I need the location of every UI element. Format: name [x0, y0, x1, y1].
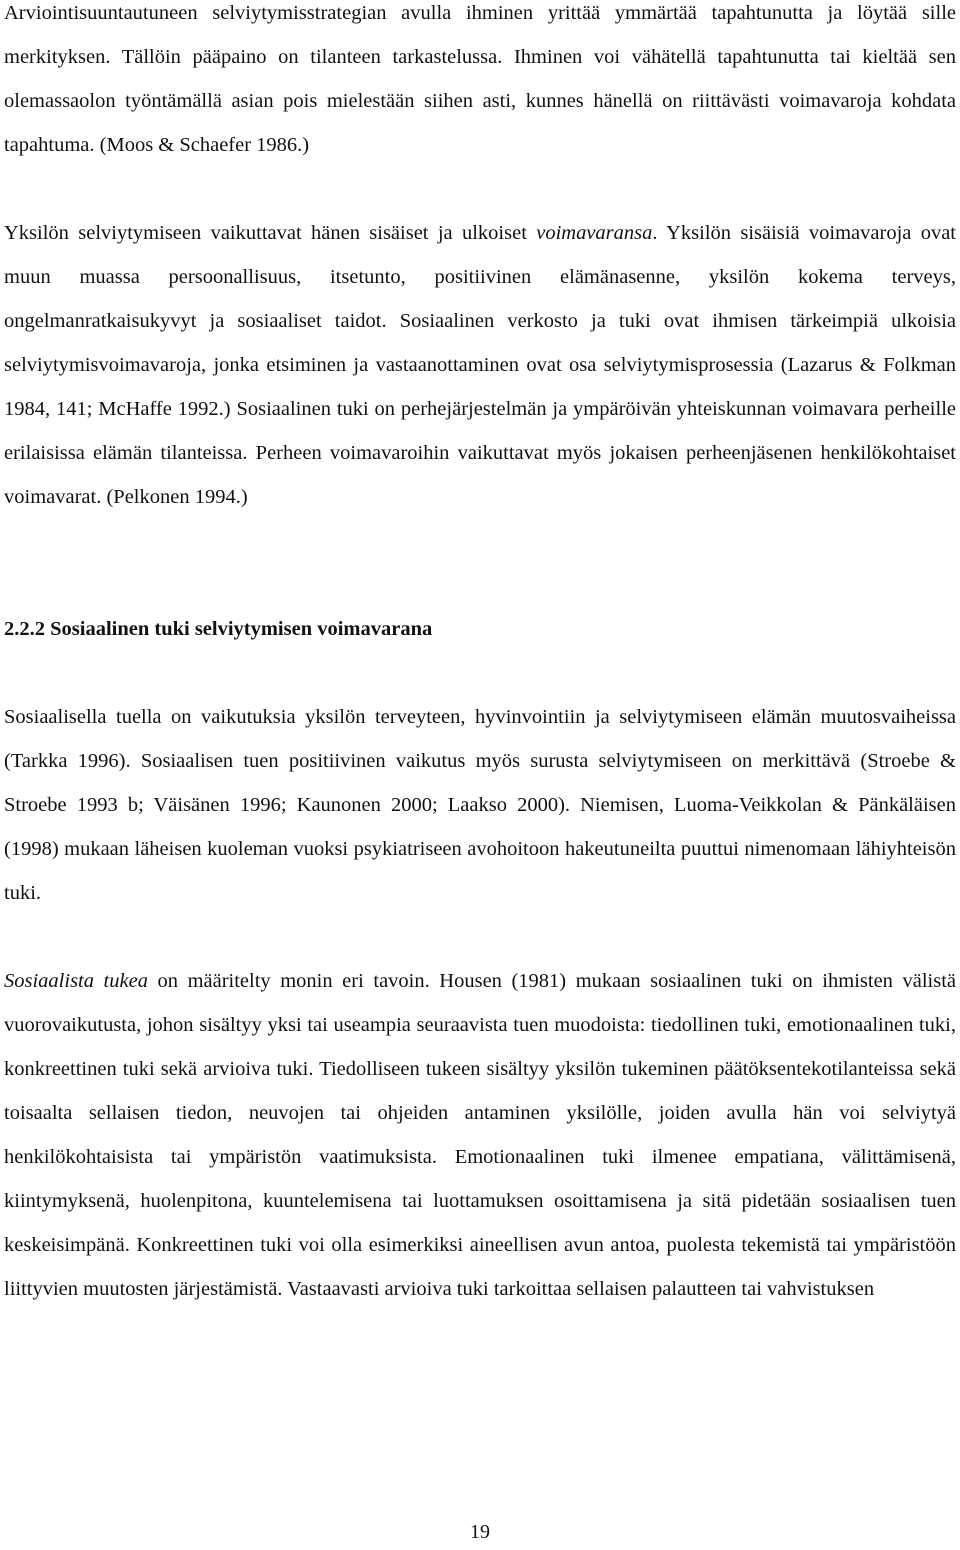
- section-heading: 2.2.2 Sosiaalinen tuki selviytymisen voimavarana: [4, 618, 433, 640]
- page-number: 19: [470, 1521, 490, 1543]
- paragraph-text-start: Yksilön selviytymiseen vaikuttavat hänen sisäiset ja ulkoiset: [4, 222, 537, 244]
- paragraph-social-support-effects: [4, 695, 956, 915]
- paragraph-text: Arviointisuuntautuneen selviytymisstrategian avulla ihminen yrittää ymmärtää tapahtunutta ja löytää sille merkityksen. Tällöin pääpaino on tilanteen tarkastelussa. Ihminen voi vähätellä tapahtunutta tai kieltää sen olemassaolon työntämällä asian pois mielestään siihen asti, kunnes hänellä on riittävästi voimavaroja kohdata tapahtuma. (Moos & Schaefer 1986.): [4, 2, 956, 156]
- emphasized-term: voimavaransa: [536, 222, 653, 244]
- paragraph-text-rest: . Yksilön sisäisiä voimavaroja ovat muun muassa persoonallisuus, itsetunto, positiivinen elämänasenne, yksilön kokema terveys, ongelmanratkaisukyvyt ja sosiaaliset taidot. Sosiaalinen verkosto ja tuki ovat ihmisen tärkeimpiä ulkoisia selviytymisvoimavaroja, jonka etsiminen ja vastaanottaminen ovat osa selviytymisprosessia (Lazarus & Folkman 1984, 141; McHaffe 1992.) Sosiaalinen tuki on perhejärjestelmän ja ympäröivän yhteiskunnan voimavara perheille erilaisissa elämän tilanteissa. Perheen voimavaroihin vaikuttavat myös jokaisen perheenjäsenen henkilökohtaiset voimavarat. (Pelkonen 1994.): [4, 222, 957, 508]
- paragraph-text: Sosiaalisella tuella on vaikutuksia yksilön terveyteen, hyvinvointiin ja selviytymiseen elämän muutosvaiheissa (Tarkka 1996). Sosiaalisen tuen positiivinen vaikutus myös surusta selviytymiseen on merkittävä (Stroebe & Stroebe 1993 b; Väisänen 1996; Kaunonen 2000; Laakso 2000). Niemisen, Luoma-Veikkolan & Pänkäläisen (1998) mukaan läheisen kuoleman vuoksi psykiatriseen avohoitoon hakeutuneilta puuttui nimenomaan lähiyhteisön tuki.: [4, 706, 956, 904]
- emphasized-term: Sosiaalista tukea: [4, 970, 148, 992]
- paragraph-appraisal-coping: [4, 0, 956, 167]
- document-page: [4, 0, 956, 1311]
- paragraph-text-rest: on määritelty monin eri tavoin. Housen (1981) mukaan sosiaalinen tuki on ihmisten välistä vuorovaikutusta, johon sisältyy yksi tai useampia seuraavista tuen muodoista: tiedollinen tuki, emotionaalinen tuki, konkreettinen tuki sekä arvioiva tuki. Tiedolliseen tukeen sisältyy yksilön tukeminen päätöksentekotilanteissa sekä toisaalta sellaisen tiedon, neuvojen tai ohjeiden antaminen yksilölle, joiden avulla hän voi selviytyä henkilökohtaisista tai ympäristön vaatimuksista. Emotionaalinen tuki ilmenee empatiana, välittämisenä, kiintymyksenä, huolenpitona, kuuntelemisena tai luottamuksen osoittamisena ja sitä pidetään sosiaalisen tuen keskeisimpänä. Konkreettinen tuki voi olla esimerkiksi aineellisen avun antoa, puolesta tekemistä tai ympäristöön liittyvien muutosten järjestämistä. Vastaavasti arvioiva tuki tarkoittaa sellaisen palautteen tai vahvistuksen: [4, 970, 956, 1300]
- paragraph-resources: [4, 211, 956, 519]
- paragraph-social-support-definition: [4, 959, 956, 1311]
